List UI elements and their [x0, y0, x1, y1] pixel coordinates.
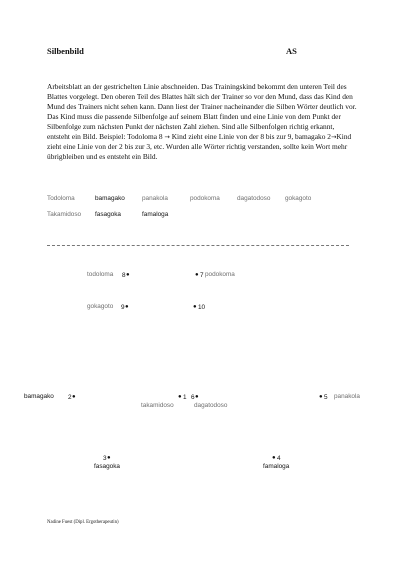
instructions-text-3: Kind zieht eine Linie von der 2 bis zur 3, etc. Wurden alle Wörter richtig verstanden, sollte kein Wort mehr übrigbleiben und es entsteht ein Bild. [47, 131, 352, 162]
point-dot[interactable]: ● [195, 272, 199, 278]
point-word: takamidoso [141, 402, 174, 409]
word-list-item: podokoma [190, 195, 220, 202]
point-word: fasagoka [94, 463, 120, 470]
point-number: 3 [103, 455, 107, 462]
instructions-text-2: Kind zieht eine Linie von der 8 bis zur 9, bamagako 2 [169, 131, 331, 141]
word-list-item: gokagoto [285, 195, 312, 202]
point-number: 10 [198, 304, 206, 311]
point-number: 6 [191, 394, 195, 401]
point-number: 8 [122, 272, 126, 279]
word-list-item: famaloga [142, 211, 169, 218]
point-dot[interactable]: ● [195, 394, 199, 400]
point-number: 9 [121, 304, 125, 311]
point-number: 5 [324, 394, 328, 401]
arrow-right-icon: → [330, 132, 337, 141]
word-list-item: Todoloma [47, 195, 75, 202]
dashed-cut-line [47, 245, 349, 246]
point-word: famaloga [263, 463, 290, 470]
point-word: bamagako [24, 393, 54, 400]
instructions-paragraph [47, 82, 357, 162]
point-dot[interactable]: ● [319, 394, 323, 400]
point-word: panakola [334, 393, 360, 400]
point-number: 4 [277, 455, 281, 462]
word-list-item: bamagako [95, 195, 125, 202]
point-word: todoloma [87, 271, 114, 278]
point-dot[interactable]: ● [272, 455, 276, 461]
instructions-text-1: Arbeitsblatt an der gestrichelten Linie abschneiden. Das Trainingskind bekommt den unteren Teil des Blattes vorgelegt. Den oberen Teil des Blattes hält sich der Trainer so vor den Mund, dass das Kind den Mund des Trainers nicht sehen kann. Dann liest der Trainer nacheinander die Silben Wörter deutlich vor. Das Kind muss die passende Silbenfolge auf seinem Blatt finden und eine Linie von dem Punkt der Silbenfolge zum nächsten Punkt der nächsten Zahl ziehen. Sind alle Silbenfolgen richtig erkannt, entsteht ein Bild. Beispiel: Todoloma 8 [47, 82, 357, 141]
word-list-item: Takamidoso [47, 211, 82, 218]
point-dot[interactable]: ● [125, 304, 129, 310]
point-dot[interactable]: ● [107, 455, 111, 461]
point-word: podokoma [205, 271, 235, 278]
footer-author: Nadine Fuest (Dipl. Ergotherapeutin) [47, 520, 119, 525]
word-list-item: panakola [142, 195, 168, 202]
word-list-item: fasagoka [95, 211, 121, 218]
page-title: Silbenbild [47, 46, 84, 56]
point-dot[interactable]: ● [126, 272, 130, 278]
point-dot[interactable]: ● [193, 304, 197, 310]
point-word: gokagoto [87, 303, 114, 310]
point-word: dagatodoso [194, 402, 228, 409]
point-number: 7 [200, 272, 204, 279]
word-list-item: dagatodoso [237, 195, 271, 202]
point-dot[interactable]: ● [72, 394, 76, 400]
point-dot[interactable]: ● [178, 394, 182, 400]
point-number: 1 [183, 394, 187, 401]
arrow-right-icon: → [164, 132, 170, 141]
point-number: 2 [68, 394, 72, 401]
header-initials: AS [286, 46, 297, 56]
